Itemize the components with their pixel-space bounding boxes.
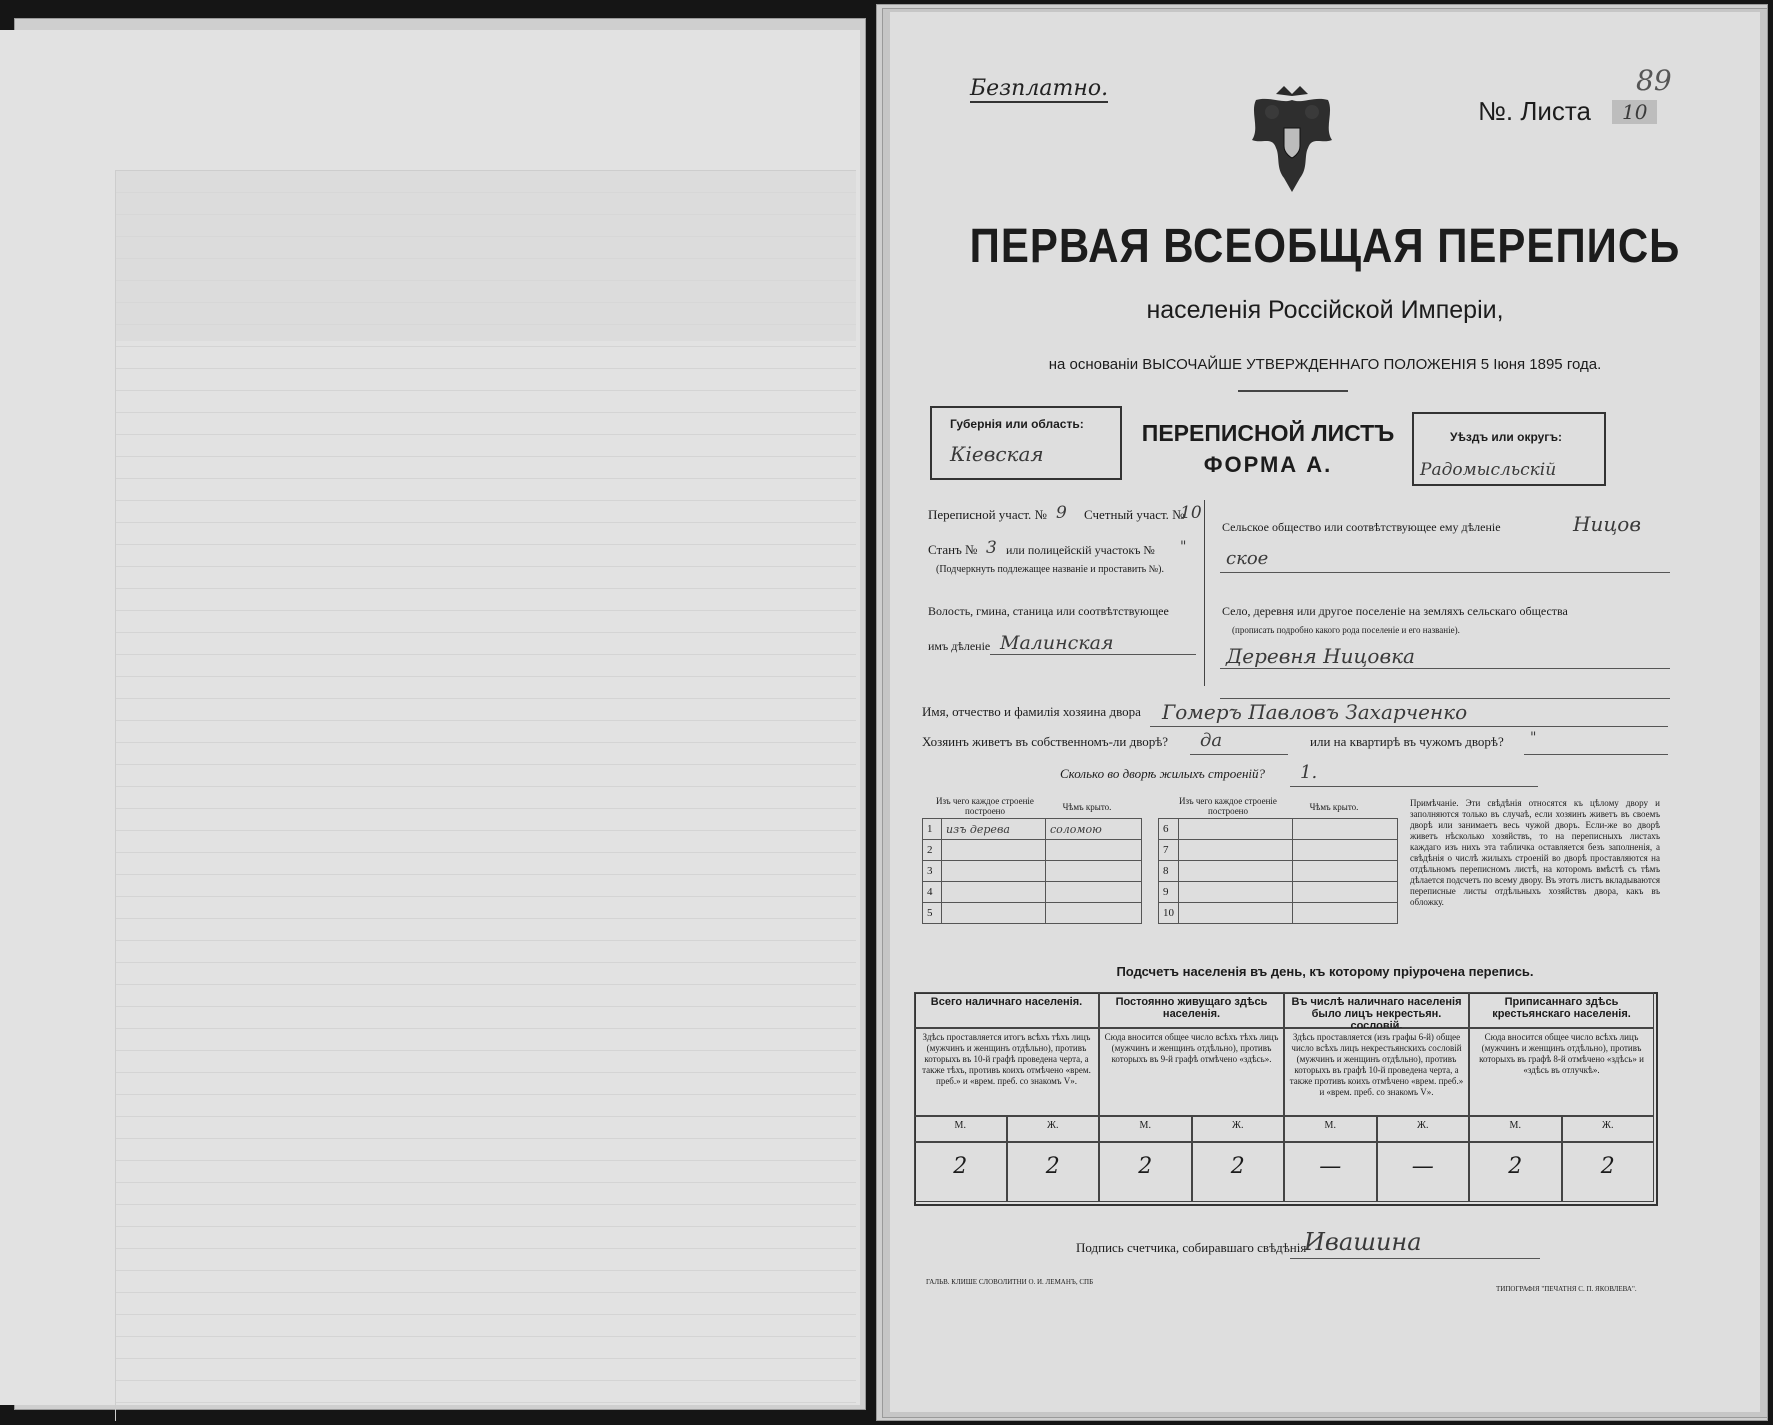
stan-value: 3 [986,538,997,558]
own-yard-label: Хозяинъ живетъ въ собственномъ-ли дворѣ? [922,734,1169,749]
census-basis: на основаніи ВЫСОЧАЙШЕ УТВЕРЖДЕННАГО ПОЛОЖЕНІЯ 5 Іюня 1895 года. [1048,356,1602,373]
rent-line [1524,754,1668,755]
summary-m-value: 2 [1469,1142,1562,1202]
form-subtitle: ФОРМА А. [1203,452,1333,477]
summary-col-head: Приписаннаго здѣсь крестьянскаго населенія. [1469,992,1654,1028]
row-number: 4 [923,882,942,903]
row-number: 6 [1159,819,1179,840]
material-cell: изъ дерева [942,819,1046,840]
buildings-table-right [1158,818,1398,924]
own-yard-value: да [1200,730,1223,751]
summary-zh-value: 2 [1192,1142,1285,1202]
material-cell [942,840,1046,861]
signature-line [1290,1258,1540,1259]
buildings-col-material-2: Изъ чего каждое строеніе построено [1179,796,1277,816]
buildings-col-roof-2: Чѣмъ крыто. [1309,802,1359,812]
summary-m-value: 2 [914,1142,1007,1202]
volost-value: Малинская [1000,632,1114,654]
ornament-divider [1238,390,1348,392]
double-headed-eagle-icon [1242,82,1342,200]
sheet-number-value: 10 [1612,100,1657,124]
summary-title: Подсчетъ населенія въ день, къ которому пріурочена перепись. [1116,964,1534,979]
selo-line [1220,668,1670,669]
roof-cell [1046,903,1142,924]
buildings-table-left [922,818,1142,924]
volost-label-2: имъ дѣленіе [928,639,991,653]
row-number: 7 [1159,840,1179,861]
roof-cell [1046,861,1142,882]
summary-m-label: М. [1469,1116,1562,1142]
census-form-page [890,12,1760,1412]
rent-label: или на квартирѣ въ чужомъ дворѣ? [1310,734,1504,749]
uezd-label: Уѣздъ или округъ: [1450,430,1563,444]
selskoe-value-2: ское [1226,548,1269,569]
summary-col-desc: Здѣсь проставляется итогъ всѣхъ тѣхъ лицъ (мужчинъ и женщинъ отдѣльно), противъ которыхъ въ 10-й графѣ проведена черта, а также тѣхъ, противъ коихъ отмѣчено «врем. преб.» и «врем. преб. со знакомъ V». [914,1028,1099,1116]
summary-col-desc: Сюда вносится общее число всѣхъ лицъ (мужчинъ и женщинъ отдѣльно), противъ которыхъ въ графѣ 8-й отмѣчено «здѣсь» и «здѣсь въ отлучкѣ». [1469,1028,1654,1116]
table-row [923,903,1142,924]
row-number: 1 [923,819,942,840]
selo-note: (прописать подробно какого рода поселеніе и его названіе). [1232,625,1460,635]
census-subtitle: населенія Россійской Имперіи, [1146,296,1504,324]
summary-m-label: М. [1099,1116,1192,1142]
material-cell [942,903,1046,924]
underline-note: (Подчеркнуть подлежащее названіе и проставить №). [936,564,1164,575]
census-main-title: ПЕРВАЯ ВСЕОБЩАЯ ПЕРЕПИСЬ [969,218,1681,273]
form-title: ПЕРЕПИСНОЙ ЛИСТЪ [1141,420,1395,446]
material-cell [942,861,1046,882]
table-row [923,861,1142,882]
stan-label: Станъ № [928,542,978,557]
material-cell [942,882,1046,903]
buildings-table [922,794,1359,936]
footer-right: ТИПОГРАФІЯ "ПЕЧАТНЯ С. П. ЯКОВЛЕВА". [1496,1285,1637,1293]
buildings-col-material: Изъ чего каждое строеніе построено [936,796,1034,816]
roof-cell [1046,882,1142,903]
roof-cell: соломою [1046,819,1142,840]
summary-col-head: Въ числѣ наличнаго населенія было лицъ некрестьян. сословій. [1284,992,1469,1028]
volost-line [990,654,1196,655]
summary-zh-value: 2 [1007,1142,1100,1202]
sheet-number-label: №. Листа [1478,96,1592,126]
owner-label: Имя, отчество и фамилія хозяина двора [922,704,1141,719]
table-row [1159,903,1398,924]
volost-label: Волость, гмина, станица или соотвѣтствующее [928,604,1169,618]
free-label: Безплатно. [970,76,1109,101]
table-row [1159,819,1398,840]
summary-zh-label: Ж. [1562,1116,1655,1142]
police-value: " [1180,539,1187,555]
gubernia-value: Кіевская [950,442,1044,466]
summary-col-head: Всего наличнаго населенія. [914,992,1099,1028]
selskoe-line [1220,572,1670,573]
summary-zh-label: Ж. [1377,1116,1470,1142]
table-row [923,819,1142,840]
perepis-uch-label: Переписной участ. № [928,507,1047,522]
row-number: 3 [923,861,942,882]
gubernia-label: Губернія или область: [950,417,1084,431]
row-number: 9 [1159,882,1179,903]
buildings-value: 1. [1300,762,1318,783]
fields-left-block [914,500,1205,686]
selo-line-2 [1220,698,1670,699]
summary-m-value: 2 [1099,1142,1192,1202]
table-row [1159,882,1398,903]
uezd-value: Радомысльскій [1420,460,1557,480]
schet-uch-value: 10 [1180,503,1202,523]
summary-zh-label: Ж. [1007,1116,1100,1142]
selskoe-value: Ницов [1573,512,1641,536]
summary-zh-value: — [1377,1142,1470,1202]
roof-cell [1046,840,1142,861]
buildings-label: Сколько во дворѣ жилыхъ строеній? [1060,766,1266,781]
summary-zh-label: Ж. [1192,1116,1285,1142]
table-row [923,840,1142,861]
owner-line [1150,726,1668,727]
row-number: 8 [1159,861,1179,882]
signature-value: Ивашина [1304,1228,1422,1256]
rent-value: " [1530,730,1537,746]
buildings-col-roof: Чѣмъ крыто. [1062,802,1112,812]
summary-col-desc: Здѣсь проставляется (изъ графы 6-й) общее число всѣхъ лицъ некрестьянскихъ сословій (мужчинъ и женщинъ отдѣльно), противъ которыхъ въ графѣ 10-й проведена черта, а также противъ коихъ отмѣчено «врем. преб.» и «врем. преб. со знакомъ V». [1284,1028,1469,1116]
table-row [923,882,1142,903]
own-yard-line [1190,754,1288,755]
summary-m-label: М. [914,1116,1007,1142]
archive-page-number: 89 [1636,64,1672,97]
summary-col-desc: Сюда вносится общее число всѣхъ тѣхъ лицъ (мужчинъ и женщинъ отдѣльно), противъ которыхъ въ 9-й графѣ отмѣчено «здѣсь». [1099,1028,1284,1116]
row-number: 10 [1159,903,1179,924]
owner-value: Гомеръ Павловъ Захарченко [1162,700,1468,724]
summary-col-head: Постоянно живущаго здѣсь населенія. [1099,992,1284,1028]
summary-zh-value: 2 [1562,1142,1655,1202]
schet-uch-label: Счетный участ. № [1084,507,1185,522]
left-page [0,30,860,1405]
summary-m-label: М. [1284,1116,1377,1142]
summary-m-value: — [1284,1142,1377,1202]
selo-value: Деревня Ницовка [1226,644,1415,668]
footer-left: ГАЛЬВ. КЛИШЕ СЛОВОЛИТНИ О. И. ЛЕМАНЪ, СПБ [926,1278,1094,1286]
table-row [1159,840,1398,861]
selo-label: Село, деревня или другое поселеніе на земляхъ сельскаго общества [1222,604,1568,618]
selskoe-label: Сельское общество или соотвѣтствующее ему дѣленіе [1222,520,1501,534]
signature-label: Подпись счетчика, собиравшаго свѣдѣнія [1076,1240,1307,1255]
table-row [1159,861,1398,882]
police-label: или полицейскій участокъ № [1006,543,1155,557]
buildings-note: Примѣчаніе. Эти свѣдѣнія относятся къ цѣлому двору и заполняются только въ случаѣ, если хозяинъ живетъ въ своемъ дворѣ или занимаетъ весь чужой дворъ. Если-же во дворѣ живетъ нѣсколько хозяйствъ, то на переписныхъ листахъ каждаго изъ нихъ эта табличка оставляется безъ заполненія, а свѣдѣнія о числѣ жилыхъ строеній во дворѣ проставляются на отдѣльномъ переписномъ листѣ, на которомъ вмѣстѣ съ тѣмъ дѣлается подсчетъ по всему двору. Въ этотъ листъ вкладываются переписные листы отдѣльныхъ хозяйствъ двора, какъ въ обложку. [1410,798,1660,907]
buildings-line [1290,786,1538,787]
perepis-uch-value: 9 [1056,503,1067,523]
left-page-faint-grid [115,170,856,1421]
row-number: 2 [923,840,942,861]
row-number: 5 [923,903,942,924]
